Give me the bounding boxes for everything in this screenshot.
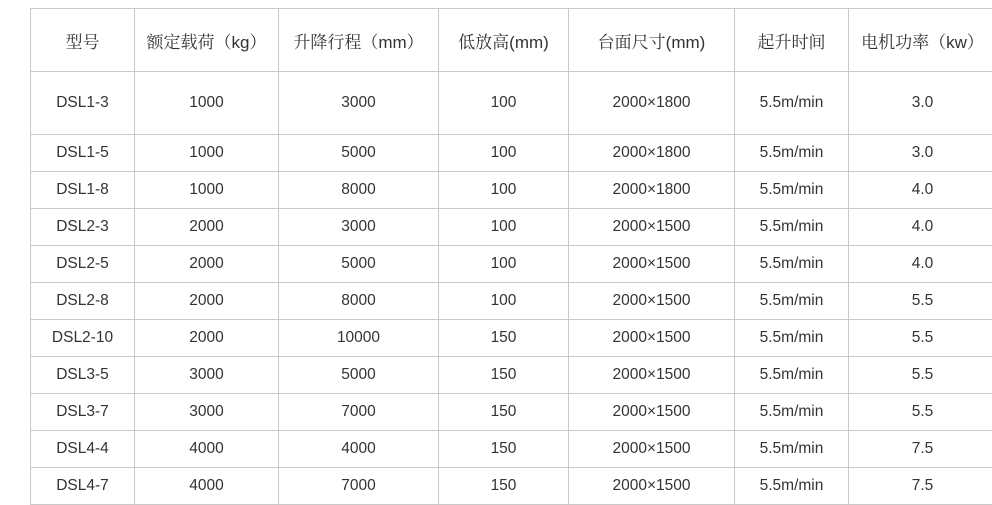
cell-lift-time: 5.5m/min <box>735 394 849 431</box>
column-header-lowered-height: 低放高(mm) <box>439 9 569 72</box>
cell-rated-load: 1000 <box>135 135 279 172</box>
cell-platform-size: 2000×1500 <box>569 431 735 468</box>
cell-model: DSL2-3 <box>31 209 135 246</box>
cell-platform-size: 2000×1500 <box>569 246 735 283</box>
cell-lift-time: 5.5m/min <box>735 135 849 172</box>
table-row <box>31 246 992 283</box>
cell-model: DSL2-10 <box>31 320 135 357</box>
table-header-row <box>31 9 992 72</box>
cell-lift-time: 5.5m/min <box>735 209 849 246</box>
cell-rated-load: 3000 <box>135 394 279 431</box>
cell-rated-load: 3000 <box>135 357 279 394</box>
cell-rated-load: 2000 <box>135 283 279 320</box>
cell-lowered-height: 150 <box>439 394 569 431</box>
cell-motor-power: 3.0 <box>849 135 992 172</box>
cell-model: DSL1-5 <box>31 135 135 172</box>
table-row <box>31 135 992 172</box>
column-header-rated-load: 额定载荷（kg） <box>135 9 279 72</box>
cell-lift-stroke: 5000 <box>279 246 439 283</box>
table-header <box>31 9 992 72</box>
cell-lift-stroke: 7000 <box>279 394 439 431</box>
cell-lowered-height: 100 <box>439 246 569 283</box>
cell-model: DSL2-8 <box>31 283 135 320</box>
column-header-platform-size: 台面尺寸(mm) <box>569 9 735 72</box>
cell-model: DSL3-7 <box>31 394 135 431</box>
cell-lowered-height: 100 <box>439 209 569 246</box>
cell-lowered-height: 100 <box>439 72 569 135</box>
cell-lift-time: 5.5m/min <box>735 172 849 209</box>
cell-lift-stroke: 8000 <box>279 172 439 209</box>
cell-model: DSL1-8 <box>31 172 135 209</box>
cell-lift-time: 5.5m/min <box>735 431 849 468</box>
table-row <box>31 283 992 320</box>
cell-rated-load: 1000 <box>135 72 279 135</box>
table-row <box>31 320 992 357</box>
table-row <box>31 209 992 246</box>
cell-motor-power: 5.5 <box>849 283 992 320</box>
cell-motor-power: 7.5 <box>849 431 992 468</box>
cell-lift-time: 5.5m/min <box>735 320 849 357</box>
cell-motor-power: 4.0 <box>849 246 992 283</box>
column-header-model: 型号 <box>31 9 135 72</box>
cell-rated-load: 1000 <box>135 172 279 209</box>
cell-lift-time: 5.5m/min <box>735 246 849 283</box>
cell-motor-power: 4.0 <box>849 172 992 209</box>
cell-rated-load: 4000 <box>135 468 279 505</box>
cell-lowered-height: 150 <box>439 431 569 468</box>
column-header-lift-time: 起升时间 <box>735 9 849 72</box>
cell-lift-time: 5.5m/min <box>735 468 849 505</box>
cell-lift-stroke: 10000 <box>279 320 439 357</box>
cell-platform-size: 2000×1500 <box>569 283 735 320</box>
cell-lowered-height: 100 <box>439 283 569 320</box>
cell-lift-stroke: 3000 <box>279 72 439 135</box>
table-row <box>31 357 992 394</box>
cell-model: DSL3-5 <box>31 357 135 394</box>
cell-platform-size: 2000×1800 <box>569 72 735 135</box>
cell-platform-size: 2000×1800 <box>569 172 735 209</box>
column-header-motor-power: 电机功率（kw） <box>849 9 992 72</box>
column-header-lift-stroke: 升降行程（mm） <box>279 9 439 72</box>
cell-rated-load: 2000 <box>135 209 279 246</box>
cell-lowered-height: 100 <box>439 135 569 172</box>
cell-lift-time: 5.5m/min <box>735 283 849 320</box>
cell-lowered-height: 150 <box>439 357 569 394</box>
cell-rated-load: 2000 <box>135 320 279 357</box>
table-row <box>31 431 992 468</box>
cell-motor-power: 5.5 <box>849 320 992 357</box>
cell-lift-stroke: 4000 <box>279 431 439 468</box>
cell-platform-size: 2000×1500 <box>569 357 735 394</box>
cell-lift-time: 5.5m/min <box>735 72 849 135</box>
cell-motor-power: 3.0 <box>849 72 992 135</box>
cell-lowered-height: 150 <box>439 468 569 505</box>
cell-motor-power: 4.0 <box>849 209 992 246</box>
cell-lift-stroke: 5000 <box>279 135 439 172</box>
table-row <box>31 468 992 505</box>
cell-lift-stroke: 8000 <box>279 283 439 320</box>
spec-table-container <box>30 8 962 505</box>
table-row <box>31 172 992 209</box>
table-body <box>31 72 992 505</box>
specification-table <box>30 8 992 505</box>
cell-platform-size: 2000×1500 <box>569 320 735 357</box>
cell-lift-time: 5.5m/min <box>735 357 849 394</box>
cell-motor-power: 7.5 <box>849 468 992 505</box>
cell-rated-load: 4000 <box>135 431 279 468</box>
cell-model: DSL4-7 <box>31 468 135 505</box>
cell-platform-size: 2000×1800 <box>569 135 735 172</box>
cell-platform-size: 2000×1500 <box>569 209 735 246</box>
cell-motor-power: 5.5 <box>849 357 992 394</box>
cell-motor-power: 5.5 <box>849 394 992 431</box>
cell-lowered-height: 150 <box>439 320 569 357</box>
cell-model: DSL4-4 <box>31 431 135 468</box>
cell-lift-stroke: 5000 <box>279 357 439 394</box>
cell-rated-load: 2000 <box>135 246 279 283</box>
cell-model: DSL2-5 <box>31 246 135 283</box>
cell-platform-size: 2000×1500 <box>569 468 735 505</box>
cell-lift-stroke: 7000 <box>279 468 439 505</box>
cell-lift-stroke: 3000 <box>279 209 439 246</box>
cell-platform-size: 2000×1500 <box>569 394 735 431</box>
table-row <box>31 394 992 431</box>
cell-model: DSL1-3 <box>31 72 135 135</box>
cell-lowered-height: 100 <box>439 172 569 209</box>
table-row <box>31 72 992 135</box>
